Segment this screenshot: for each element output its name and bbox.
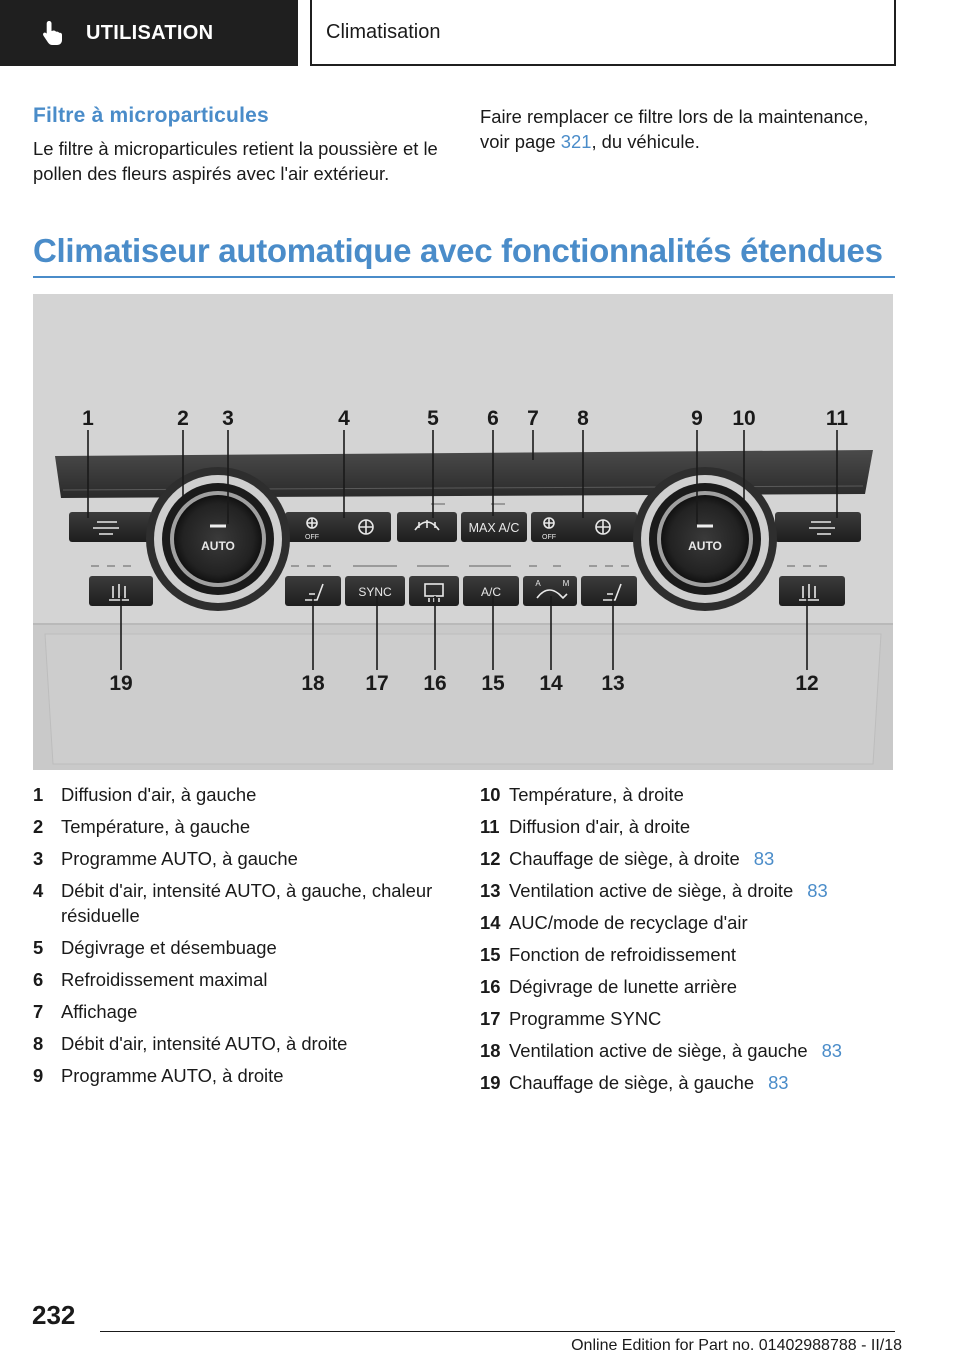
legend-item [480, 814, 900, 839]
legend-text: Chauffage de siège, à gauche [509, 1072, 755, 1093]
legend-item [33, 846, 463, 871]
fan-left-small-icon [307, 518, 317, 528]
legend-item [33, 1063, 463, 1088]
legend-item [480, 910, 900, 935]
hand-pointer-icon [38, 18, 68, 48]
legend-number: 9 [33, 1065, 44, 1086]
legend-item [480, 974, 900, 999]
legend-item [33, 967, 463, 992]
legend-text: Programme SYNC [509, 1008, 662, 1029]
callout-9: 9 [691, 407, 703, 430]
legend-number: 15 [480, 944, 501, 965]
legend-text: Chauffage de siège, à droite [509, 848, 740, 869]
callout-18: 18 [301, 672, 325, 695]
callout-3: 3 [222, 407, 234, 430]
heading-rule [33, 276, 895, 278]
legend-text: Programme AUTO, à gauche [61, 848, 298, 869]
callout-17: 17 [365, 672, 389, 695]
callout-4: 4 [338, 407, 350, 430]
callout-1: 1 [82, 407, 94, 430]
legend-number: 11 [480, 816, 500, 837]
legend-number: 17 [480, 1008, 501, 1029]
callout-2: 2 [177, 407, 189, 430]
legend-text: Refroidissement maximal [61, 969, 268, 990]
fan-left-large-icon [359, 520, 373, 534]
legend-number: 3 [33, 848, 44, 869]
legend-item [33, 999, 463, 1024]
legend-text: Dégivrage de lunette arrière [509, 976, 737, 997]
section-tab[interactable] [0, 0, 298, 66]
legend-text: Débit d'air, intensité AUTO, à droite [61, 1033, 348, 1054]
page-link[interactable]: 83 [753, 848, 775, 869]
legend-item [480, 1006, 900, 1031]
legend-number: 8 [33, 1033, 44, 1054]
legend-left-list [33, 782, 463, 1095]
legend-text: Fonction de refroidissement [509, 944, 736, 965]
auto-left-label: AUTO [201, 539, 235, 553]
main-heading: Climatiseur automatique avec fonctionnalités étendues [33, 232, 883, 269]
page-link[interactable]: 83 [821, 1040, 843, 1061]
legend-item [480, 782, 900, 807]
filter-section [33, 104, 448, 186]
legend-number: 10 [480, 784, 501, 805]
legend-item [33, 878, 463, 928]
filter-heading: Filtre à microparticules [33, 104, 269, 127]
page-link[interactable]: 83 [807, 880, 828, 901]
legend-text: Diffusion d'air, à droite [509, 816, 691, 837]
legend-item [33, 782, 463, 807]
legend-number: 5 [33, 937, 44, 958]
filter-replace-text [480, 104, 900, 154]
footer-rule [100, 1331, 895, 1332]
callout-13: 13 [601, 672, 625, 695]
fan-right-large-icon [596, 520, 610, 534]
page-number: 232 [32, 1300, 76, 1330]
legend-text: Ventilation active de siège, à gauche [509, 1040, 808, 1061]
legend-item [480, 1038, 900, 1063]
legend-item [33, 814, 463, 839]
m-label: M [562, 579, 570, 588]
legend-text: Température, à gauche [61, 816, 251, 837]
legend-text: Affichage [61, 1001, 138, 1022]
replace-text-after: , du véhicule. [591, 131, 700, 152]
sync-label: SYNC [358, 585, 392, 599]
legend-number: 2 [33, 816, 44, 837]
legend-number: 13 [480, 880, 501, 901]
legend-text: Dégivrage et désembuage [61, 937, 277, 958]
callout-6: 6 [487, 407, 499, 430]
legend-item [480, 846, 900, 871]
climate-panel-illustration [33, 294, 893, 770]
legend-item [480, 878, 900, 903]
filter-text: Le filtre à microparticules retient la poussière et le pollen des fleurs aspirés avec l'air extérieur. [33, 138, 438, 184]
callout-11: 11 [825, 407, 849, 430]
callout-12: 12 [795, 672, 819, 695]
legend-text: Température, à droite [509, 784, 684, 805]
legend-text: Programme AUTO, à droite [61, 1065, 284, 1086]
legend-number: 19 [480, 1072, 501, 1093]
legend-number: 1 [33, 784, 44, 805]
callout-8: 8 [577, 407, 589, 430]
callout-10: 10 [732, 407, 756, 430]
legend-item [33, 935, 463, 960]
legend-number: 12 [480, 848, 501, 869]
page-link-321[interactable]: 321 [560, 131, 592, 152]
edition-text: Online Edition for Part no. 01402988788 - II/18 [571, 1337, 902, 1354]
climate-panel-figure [33, 294, 893, 770]
legend-number: 4 [33, 880, 44, 901]
legend-item [33, 1031, 463, 1056]
legend-number: 16 [480, 976, 501, 997]
legend-number: 6 [33, 969, 44, 990]
legend-text: AUC/mode de recyclage d'air [509, 912, 748, 933]
legend-text: Diffusion d'air, à gauche [61, 784, 257, 805]
a-label: A [535, 579, 541, 588]
topic-title: Climatisation [310, 0, 896, 66]
callout-16: 16 [423, 672, 447, 695]
legend-number: 7 [33, 1001, 44, 1022]
legend-number: 14 [480, 912, 501, 933]
callout-5: 5 [427, 407, 439, 430]
callout-7: 7 [527, 407, 539, 430]
page-header [0, 0, 960, 66]
callout-19: 19 [109, 672, 133, 695]
legend-item [480, 942, 900, 967]
callout-14: 14 [539, 672, 563, 695]
fan-right-small-icon [544, 518, 554, 528]
max-ac-label: MAX A/C [468, 521, 520, 535]
off-left-label: OFF [305, 534, 319, 541]
filter-replace-section [480, 104, 900, 154]
legend-item [480, 1070, 900, 1095]
legend-right-list [480, 782, 900, 1102]
page-link[interactable]: 83 [768, 1072, 789, 1093]
callout-15: 15 [481, 672, 505, 695]
legend-number: 18 [480, 1040, 501, 1061]
section-label: UTILISATION [86, 21, 214, 44]
off-right-label: OFF [542, 534, 556, 541]
legend-text: Ventilation active de siège, à droite [509, 880, 794, 901]
legend-text: Débit d'air, intensité AUTO, à gauche, chaleur résiduelle [61, 880, 433, 926]
ac-label: A/C [480, 585, 502, 599]
replace-text-before: Faire remplacer ce filtre lors de la maintenance, voir page [480, 106, 869, 152]
auto-right-label: AUTO [688, 539, 722, 553]
